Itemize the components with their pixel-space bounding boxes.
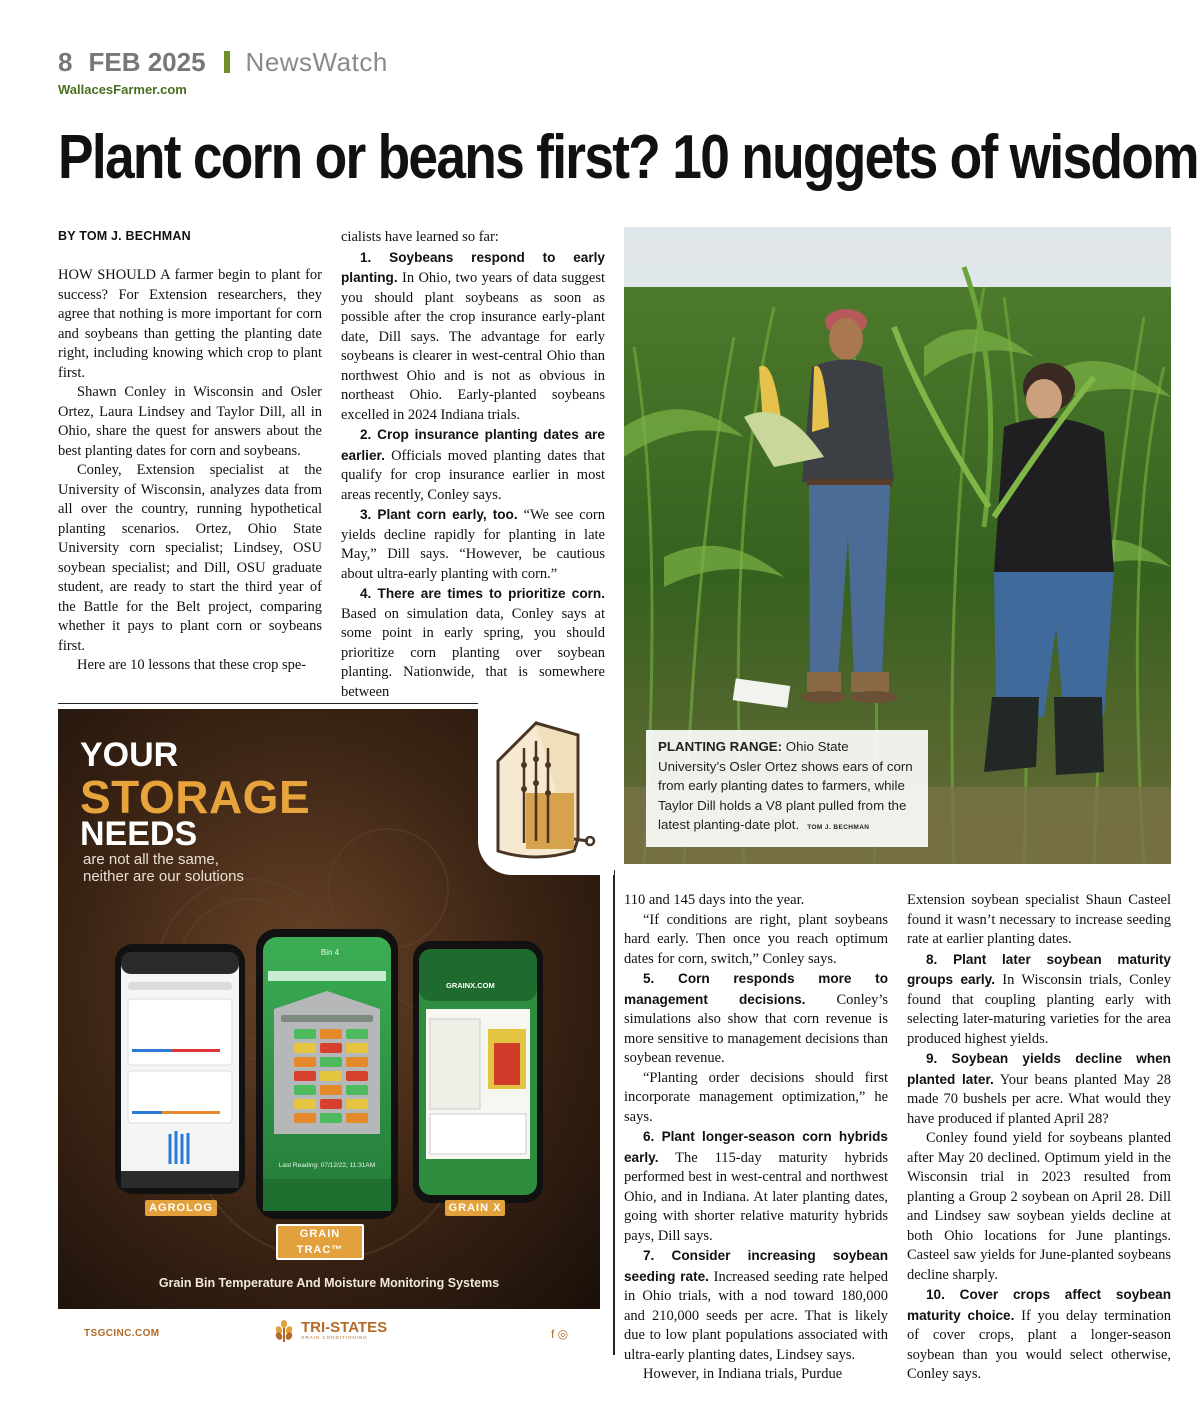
- app-badge-agrolog: AGROLOG: [145, 1200, 217, 1216]
- article-headline: Plant corn or beans first? 10 nuggets of wisdom: [58, 123, 1198, 192]
- caption-heading: PLANTING RANGE:: [658, 739, 783, 754]
- bin-sensor-cell: [320, 1085, 342, 1095]
- brand-name: TRI-STATES: [301, 1319, 388, 1336]
- page-folio: [58, 44, 388, 80]
- lesson-text: If you delay termination of cover crops, plant a longer-season soybean than you would select otherwise, Conley says.: [907, 1307, 1172, 1382]
- lesson-text: Your beans planted May 28 made 70 bushels per acre. What would they have produced if planted April 28?: [907, 1071, 1171, 1127]
- byline: BY TOM J. BECHMAN: [58, 229, 191, 243]
- lesson-heading: 5. Corn responds more to management decisions.: [624, 971, 888, 1007]
- page-number: 8: [58, 46, 73, 77]
- bin-sensor-cell: [294, 1043, 316, 1053]
- paragraph: Conley found yield for soybeans planted after May 20 declined. Optimum yield in the Wisconsin trial in 2023 resulted from planting a Group 2 soybean on April 28. Dill and Lindsey saw soybean yields decline at both Ohio locations for June plantings. Casteel saw yields for June-planted soybeans decline sharply.: [907, 1130, 1171, 1283]
- ad-tagline: Grain Bin Temperature And Moisture Monitoring Systems: [158, 1276, 500, 1290]
- column-rule: [614, 870, 615, 1355]
- lesson-heading: 4. There are times to prioritize corn.: [360, 586, 605, 601]
- article-column-2: [341, 228, 605, 702]
- paragraph: Here are 10 lessons that these crop spe-: [77, 657, 307, 673]
- bin-sensor-cell: [346, 1071, 368, 1081]
- article-column-3: [624, 891, 888, 1385]
- bin-sensor-cell: [294, 1113, 316, 1123]
- section-name: NewsWatch: [245, 46, 388, 77]
- tristates-logo[interactable]: [274, 1320, 387, 1342]
- bin-sensor-cell: [294, 1099, 316, 1109]
- paragraph: However, in Indiana trials, Purdue: [643, 1366, 843, 1382]
- ad-headline-line1: YOUR: [80, 736, 179, 774]
- caption-text: Ohio State University’s Osler Ortez shows ears of corn from early planting dates to farmers, while Taylor Dill holds a V8 plant pulled from the latest planting-date plot.: [658, 739, 913, 832]
- lesson-heading: 9. Soybean yields decline when planted later.: [907, 1051, 1171, 1087]
- bin-sensor-cell: [320, 1099, 342, 1109]
- folio-divider: [224, 51, 230, 73]
- lesson-8: [907, 950, 1171, 1050]
- lesson-heading: 6. Plant longer-season corn hybrids early.: [624, 1129, 888, 1165]
- wheat-icon: [274, 1320, 294, 1342]
- lesson-text: In Wisconsin trials, Conley found that coupling planting early with selecting later-maturing varieties for the area produced highest yields.: [907, 972, 1171, 1047]
- paragraph: Extension soybean specialist Shaun Casteel found it wasn’t necessary to increase seeding rate at earlier planting dates.: [907, 892, 1171, 947]
- lesson-text: Based on simulation data, Conley says at some point in early spring, you should prioritize corn planting over soybean planting. Nationwide, that is somewhere between: [341, 605, 605, 700]
- article-column-1: [58, 266, 322, 676]
- photo-credit: TOM J. BECHMAN: [807, 824, 870, 831]
- ad-subline-1: are not all the same,: [83, 851, 219, 868]
- phone3-brand: GRAINX.COM: [446, 981, 495, 990]
- paragraph: Shawn Conley in Wisconsin and Osler Ortez, Laura Lindsey and Taylor Dill, all in Ohio, share the quest for answers about the best planting dates for corn and soybeans.: [58, 384, 322, 459]
- bin-sensor-cell: [294, 1085, 316, 1095]
- lesson-3: [341, 505, 605, 584]
- paragraph: cialists have learned so far:: [341, 229, 499, 245]
- lesson-7: [624, 1246, 888, 1365]
- lesson-1: [341, 248, 605, 426]
- bin-sensor-cell: [346, 1099, 368, 1109]
- lesson-text: “We see corn yields decline rapidly for planting in late May,” Dill says. “However, be cautious about ultra-early planting with corn.”: [341, 507, 605, 582]
- paragraph: 110 and 145 days into the year.: [624, 892, 805, 908]
- brand-subtitle: GRAIN CONDITIONING: [301, 1335, 368, 1340]
- lesson-heading: 8. Plant later soybean maturity groups early.: [907, 951, 1171, 987]
- bin-sensor-cell: [320, 1113, 342, 1123]
- phone2-last-reading: Last Reading: 07/12/22, 11:31AM: [278, 1162, 376, 1169]
- ad-headline-line2: STORAGE: [80, 771, 311, 823]
- lesson-heading: 10. Cover crops affect soybean maturity choice.: [907, 1287, 1171, 1323]
- article-column-4: [907, 891, 1171, 1385]
- agrolog-phone: [115, 944, 245, 1194]
- bin-sensor-cell: [346, 1043, 368, 1053]
- lesson-heading: 1. Soybeans respond to early planting.: [341, 249, 605, 285]
- lesson-text: The 115-day maturity hybrids performed best in west-central and northwest Ohio, and in Indiana. At later planting dates, going with shorter relative maturity hybrids pays, Dill says.: [624, 1149, 888, 1244]
- lesson-4: [341, 584, 605, 702]
- lesson-text: Officials moved planting dates that qualify for crop insurance earlier in most areas recently, Conley says.: [341, 447, 605, 503]
- bin-sensor-cell: [294, 1057, 316, 1067]
- paragraph: HOW SHOULD A farmer begin to plant for success? For Extension researchers, they agree that nothing is more important for corn and soybeans than getting the planting date right, including knowing which crop to plant first.: [58, 267, 322, 381]
- paragraph: Conley, Extension specialist at the University of Wisconsin, analyzes data from all over the country, running hypothetical planting scenarios. Ortez, Ohio State University corn specialist; Lindsey, OSU soybean specialist; and Dill, OSU graduate student, are ready to start the third year of the Battle for the Belt project, comparing whether it pays to plant corn or soybeans first.: [58, 462, 322, 654]
- grain-bin-icon: [478, 703, 614, 875]
- lesson-text: In Ohio, two years of data suggest you should plant soybeans as soon as possible after the crop insurance early-plant date, Dill says. The advantage for early soybeans is clearer in west-central Ohio than northwest Ohio and is not as obvious in northeast Ohio. Early-planted soybeans excelled in 2024 Indiana trials.: [341, 270, 605, 423]
- phone2-bin-title: Bin 4: [320, 948, 340, 957]
- lesson-9: [907, 1049, 1171, 1129]
- bin-sensor-cell: [346, 1029, 368, 1039]
- app-badge-grainx: GRAIN X: [445, 1200, 505, 1216]
- lesson-heading: 7. Consider increasing soybean seeding rate.: [624, 1248, 888, 1284]
- issue-date: FEB 2025: [88, 46, 206, 77]
- lesson-10: [907, 1285, 1171, 1385]
- lesson-text: Increased seeding rate helped in Ohio trials, with a nod toward 180,000 and 210,000 seeds per acre. That is likely due to low plant populations associated with ultra-early planting dates, Lindsey says.: [624, 1268, 889, 1363]
- lesson-5: [624, 969, 888, 1069]
- bin-sensor-cell: [320, 1043, 342, 1053]
- bin-sensor-cell: [320, 1029, 342, 1039]
- paragraph: “Planting order decisions should first incorporate management optimization,” he says.: [624, 1069, 888, 1125]
- bin-sensor-cell: [346, 1085, 368, 1095]
- silo-illustration-tab: [478, 703, 614, 875]
- lesson-2: [341, 425, 605, 505]
- paragraph: “If conditions are right, plant soybeans hard early. Then once you reach optimum dates for corn, switch,” Conley says.: [624, 911, 888, 967]
- ad-website-link[interactable]: TSGCINC.COM: [84, 1328, 160, 1339]
- photo-caption: [646, 730, 928, 847]
- website-link[interactable]: WallacesFarmer.com: [58, 82, 187, 97]
- bin-sensor-cell: [294, 1071, 316, 1081]
- bin-sensor-cell: [346, 1113, 368, 1123]
- app-badge-graintrac: GRAIN TRAC™: [276, 1224, 364, 1260]
- bin-sensor-cell: [346, 1057, 368, 1067]
- social-icons[interactable]: f ◎: [551, 1327, 569, 1341]
- lesson-6: [624, 1127, 888, 1246]
- ad-subline-2: neither are our solutions: [83, 868, 244, 885]
- lesson-heading: 3. Plant corn early, too.: [360, 507, 518, 522]
- bin-sensor-cell: [294, 1029, 316, 1039]
- bin-sensor-cell: [320, 1057, 342, 1067]
- ad-headline-line3: NEEDS: [80, 815, 198, 853]
- bin-sensor-cell: [320, 1071, 342, 1081]
- graintrac-phone: [256, 929, 398, 1219]
- lesson-text: Conley’s simulations also show that corn revenue is more sensitive to management decisions than soybean revenue.: [624, 991, 888, 1066]
- lesson-heading: 2. Crop insurance planting dates are earlier.: [341, 427, 605, 463]
